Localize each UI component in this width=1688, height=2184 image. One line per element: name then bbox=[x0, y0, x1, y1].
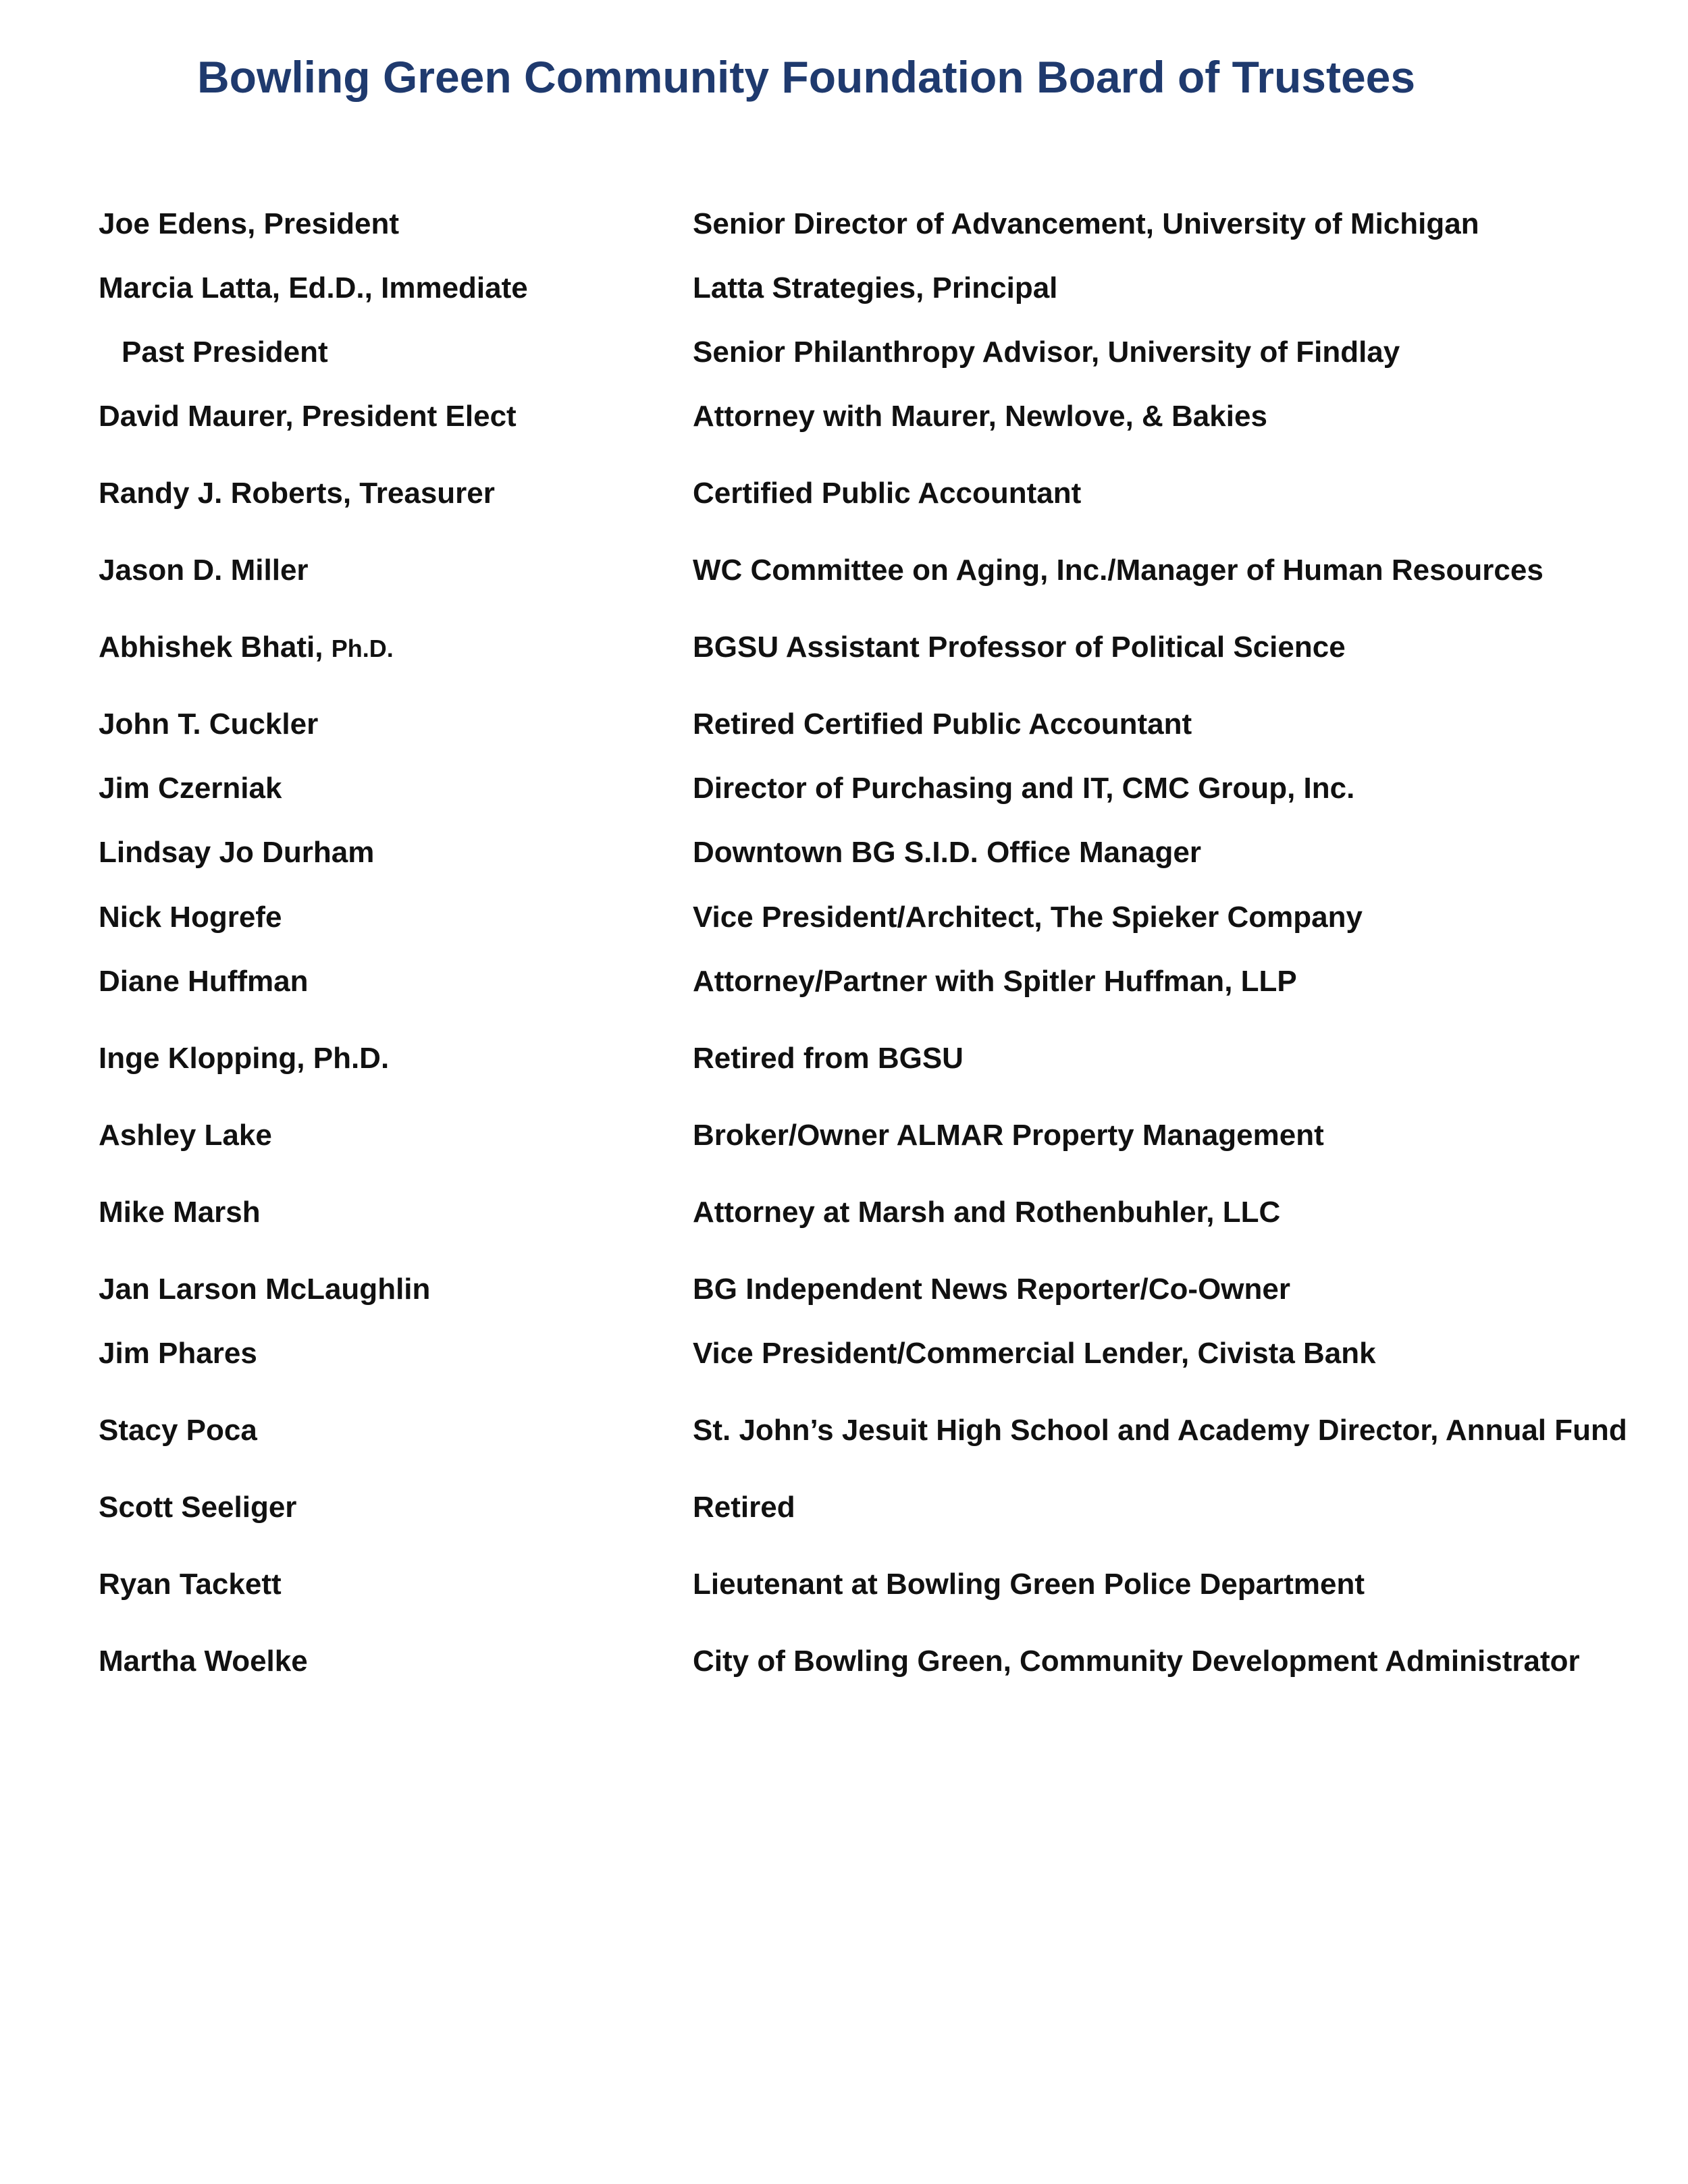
trustee-name: Jim Czerniak bbox=[99, 772, 282, 805]
trustee-name: Ashley Lake bbox=[99, 1119, 272, 1152]
trustee-name bbox=[99, 633, 394, 662]
trustee-affiliation: BGSU Assistant Professor of Political Science bbox=[693, 631, 1346, 664]
trustee-name: David Maurer, President Elect bbox=[99, 400, 517, 433]
trustee-name: Ryan Tackett bbox=[99, 1568, 282, 1601]
trustee-name: Stacy Poca bbox=[99, 1414, 257, 1447]
trustee-name: Jim Phares bbox=[99, 1337, 257, 1370]
trustee-name-credential: Ph.D. bbox=[331, 635, 394, 662]
trustee-affiliation: Attorney with Maurer, Newlove, & Bakies bbox=[693, 400, 1267, 433]
trustee-name: Jason D. Miller bbox=[99, 554, 309, 587]
trustee-name-main: Abhishek Bhati, bbox=[99, 631, 323, 664]
page-title: Bowling Green Community Foundation Board of Trustees bbox=[197, 52, 1416, 102]
trustee-name: Marcia Latta, Ed.D., Immediate bbox=[99, 271, 528, 304]
trustee-name: Inge Klopping, Ph.D. bbox=[99, 1042, 390, 1075]
trustee-name: Diane Huffman bbox=[99, 965, 309, 998]
trustee-affiliation: City of Bowling Green, Community Development Administrator bbox=[693, 1645, 1580, 1678]
trustee-name: Joe Edens, President bbox=[99, 207, 400, 240]
trustee-affiliation: St. John’s Jesuit High School and Academy Director, Annual Fund bbox=[693, 1414, 1627, 1447]
trustee-name: Jan Larson McLaughlin bbox=[99, 1273, 431, 1306]
trustee-name: Mike Marsh bbox=[99, 1196, 261, 1229]
trustee-affiliation: BG Independent News Reporter/Co-Owner bbox=[693, 1273, 1290, 1306]
trustee-affiliation: Attorney/Partner with Spitler Huffman, LLP bbox=[693, 965, 1297, 998]
trustee-affiliation: Senior Director of Advancement, University of Michigan bbox=[693, 207, 1479, 240]
trustee-name: John T. Cuckler bbox=[99, 708, 319, 741]
trustee-name-continuation: Past President bbox=[122, 336, 328, 369]
trustee-affiliation: Senior Philanthropy Advisor, University of Findlay bbox=[693, 336, 1400, 369]
trustee-name: Randy J. Roberts, Treasurer bbox=[99, 477, 495, 510]
trustee-affiliation: Attorney at Marsh and Rothenbuhler, LLC bbox=[693, 1196, 1281, 1229]
trustee-name: Lindsay Jo Durham bbox=[99, 836, 375, 869]
trustee-affiliation: Director of Purchasing and IT, CMC Group, Inc. bbox=[693, 772, 1355, 805]
trustee-affiliation: Broker/Owner ALMAR Property Management bbox=[693, 1119, 1324, 1152]
trustee-affiliation: WC Committee on Aging, Inc./Manager of Human Resources bbox=[693, 554, 1544, 587]
trustee-affiliation: Retired from BGSU bbox=[693, 1042, 964, 1075]
trustee-affiliation: Lieutenant at Bowling Green Police Department bbox=[693, 1568, 1365, 1601]
trustee-affiliation: Downtown BG S.I.D. Office Manager bbox=[693, 836, 1201, 869]
trustee-affiliation: Latta Strategies, Principal bbox=[693, 271, 1058, 304]
trustee-affiliation: Retired Certified Public Accountant bbox=[693, 708, 1192, 741]
trustee-affiliation: Certified Public Accountant bbox=[693, 477, 1082, 510]
trustee-affiliation: Vice President/Commercial Lender, Civista Bank bbox=[693, 1337, 1376, 1370]
trustee-name: Nick Hogrefe bbox=[99, 901, 282, 934]
trustee-name: Scott Seeliger bbox=[99, 1491, 297, 1524]
trustee-affiliation: Retired bbox=[693, 1491, 795, 1524]
trustee-affiliation: Vice President/Architect, The Spieker Company bbox=[693, 901, 1363, 934]
trustee-name: Martha Woelke bbox=[99, 1645, 308, 1678]
